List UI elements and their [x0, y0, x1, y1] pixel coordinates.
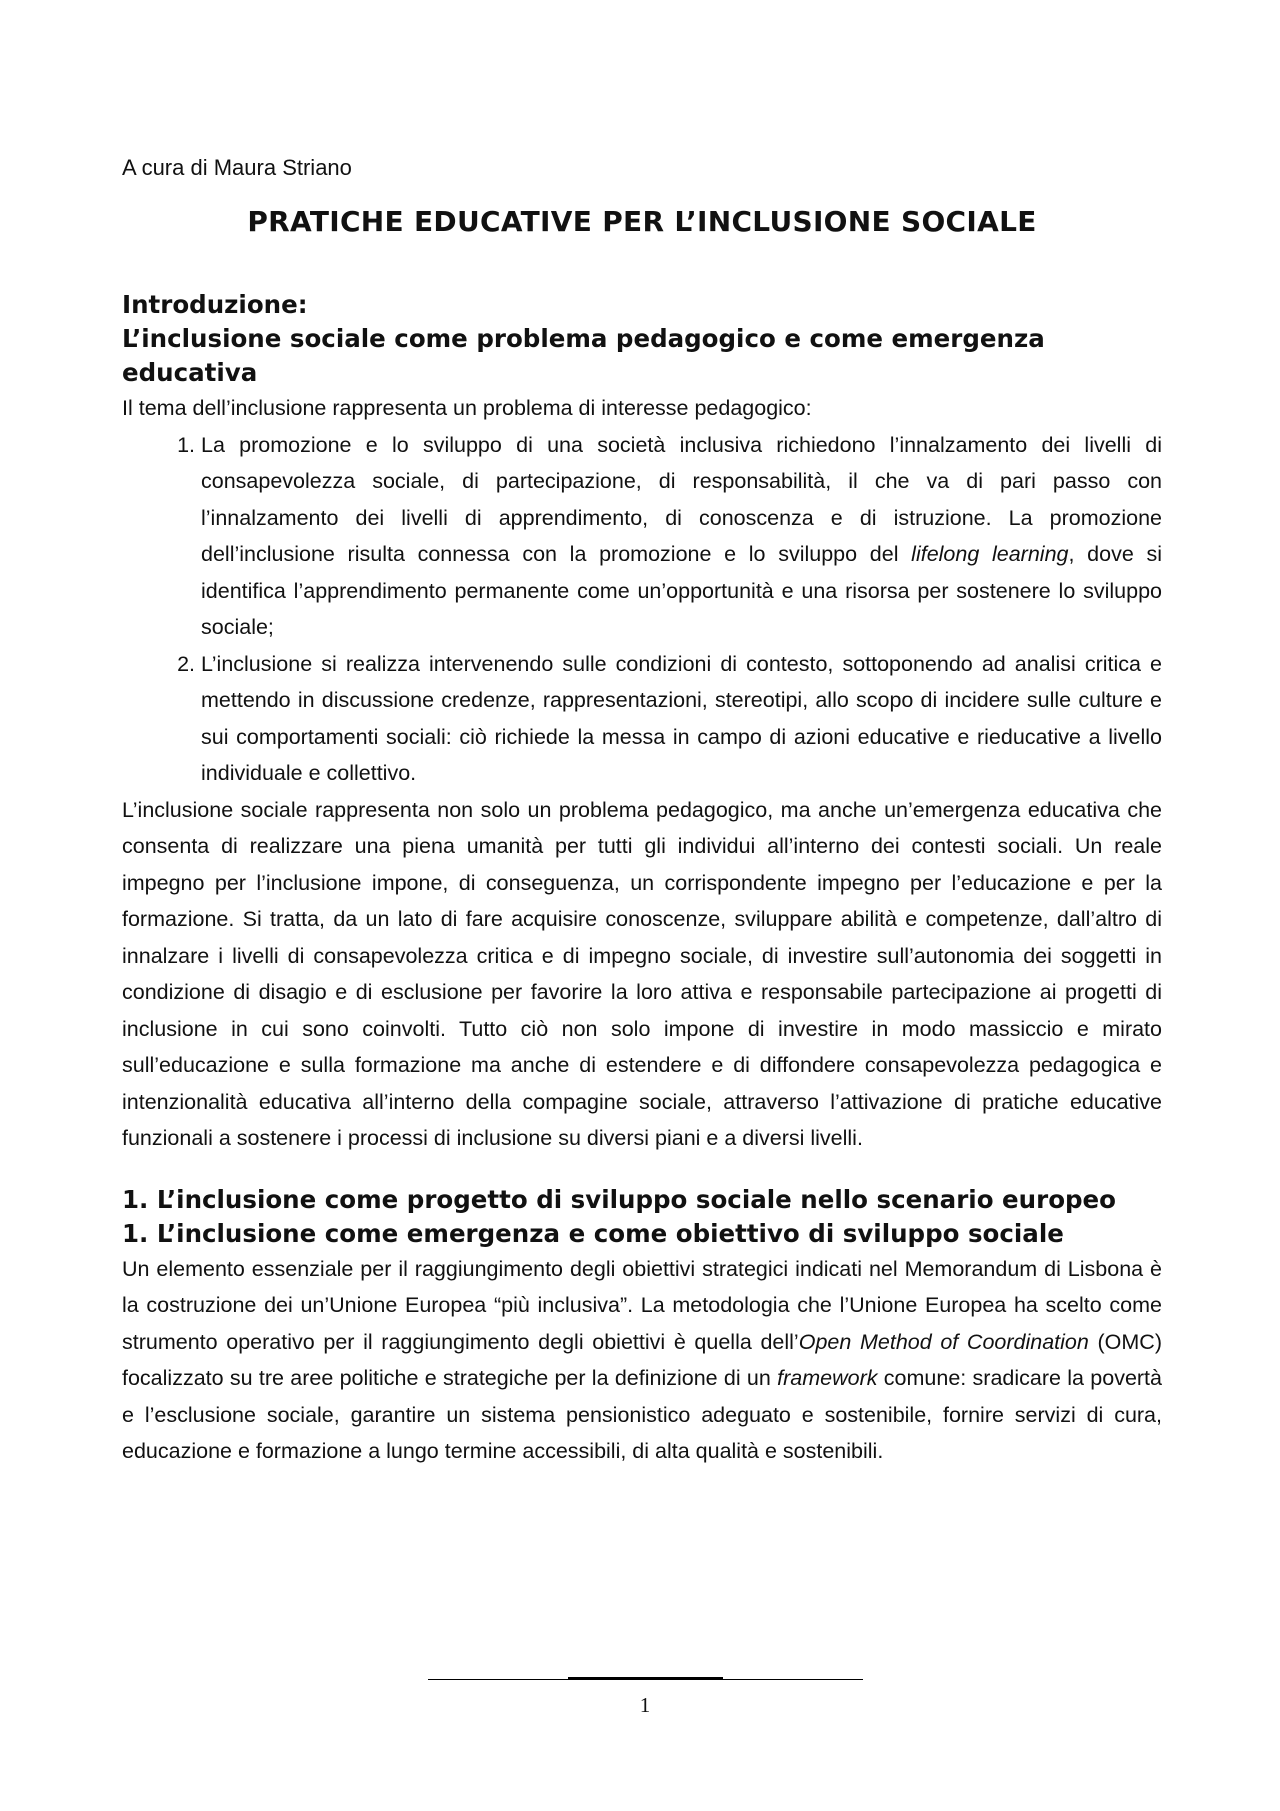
author-line: A cura di Maura Striano	[122, 155, 352, 180]
list-item-text-cont: , dove si identifica l’apprendimento permanente come un’opportunità e una risorsa per sostenere lo sviluppo sociale;	[201, 542, 1163, 639]
emphasis-framework: framework	[777, 1366, 878, 1390]
intro-heading: Introduzione:	[122, 290, 308, 319]
section-1-subheading: 1. L’inclusione come emergenza e come obiettivo di sviluppo sociale	[122, 1218, 1064, 1248]
document-title: PRATICHE EDUCATIVE PER L’INCLUSIONE SOCIALE	[247, 205, 1037, 238]
section-1-paragraph	[122, 1251, 1162, 1470]
footer-divider-accent	[568, 1677, 723, 1680]
list-item-text: L’inclusione si realizza intervenendo sulle condizioni di contesto, sottoponendo ad analisi critica e mettendo in discussione credenze, rappresentazioni, stereotipi, allo scopo di incidere sulle culture e sui comportamenti sociali: ciò richiede la messa in campo di azioni educative e rieducative a livello individuale e collettivo.	[201, 651, 1162, 785]
page-number: 1	[639, 1693, 651, 1717]
section-1	[122, 1183, 1162, 1470]
section-1-heading: 1. L’inclusione come progetto di sviluppo sociale nello scenario europeo	[122, 1184, 1117, 1214]
paragraph-text-end: comune: sradicare la povertà e l’esclusione sociale, garantire un sistema pensionistico adeguato e sostenibile, fornire servizi di cura, educazione e formazione a lungo termine accessibili, di alta qualità e sostenibili.	[122, 1366, 1162, 1463]
paragraph-text-cont: (OMC) focalizzato su tre aree politiche e strategiche per la definizione di un	[122, 1329, 1162, 1390]
intro-subheading: L’inclusione sociale come problema pedagogico e come emergenza educativa	[122, 324, 1045, 387]
paragraph-text: Un elemento essenziale per il raggiungimento degli obiettivi strategici indicati nel Memorandum di Lisbona è la costruzione dei un’Unione Europea “più inclusiva”. La metodologia che l’Unione Europea ha scelto come strumento operativo per il raggiungimento degli obiettivi è quella dell’	[122, 1256, 1162, 1354]
list-item-text: La promozione e lo sviluppo di una società inclusiva richiedono l’innalzamento dei livelli di consapevolezza sociale, di partecipazione, di responsabilità, il che va di pari passo con l’innalzamento dei livelli di apprendimento, di conoscenza e di istruzione. La promozione dell’inclusione risulta connessa con la promozione e lo sviluppo del	[201, 432, 1162, 566]
intro-numbered-list	[122, 427, 1162, 792]
intro-section	[122, 288, 1162, 1157]
document-page	[122, 150, 1162, 1470]
emphasis-lifelong-learning: lifelong learning	[911, 542, 1069, 566]
emphasis-omc: Open Method of Coordination	[798, 1329, 1089, 1354]
intro-lead: Il tema dell’inclusione rappresenta un problema di interesse pedagogico:	[122, 396, 812, 420]
list-item	[201, 427, 1162, 646]
intro-paragraph: L’inclusione sociale rappresenta non solo un problema pedagogico, ma anche un’emergenza educativa che consenta di realizzare una piena umanità per tutti gli individui all’interno dei contesti sociali. Un reale impegno per l’inclusione impone, di conseguenza, un corrispondente impegno per l’educazione e per la formazione. Si tratta, da un lato di fare acquisire conoscenze, sviluppare abilità e competenze, dall’altro di innalzare i livelli di consapevolezza critica e di impegno sociale, di investire sull’autonomia dei soggetti in condizione di disagio e di esclusione per favorire la loro attiva e responsabile partecipazione ai progetti di inclusione in cui sono coinvolti. Tutto ciò non solo impone di investire in modo massiccio e mirato sull’educazione e sulla formazione ma anche di estendere e di diffondere consapevolezza pedagogica e intenzionalità educativa all’interno della compagine sociale, attraverso l’attivazione di pratiche educative funzionali a sostenere i processi di inclusione su diversi piani e a diversi livelli.	[122, 797, 1162, 1150]
list-item	[201, 646, 1162, 792]
